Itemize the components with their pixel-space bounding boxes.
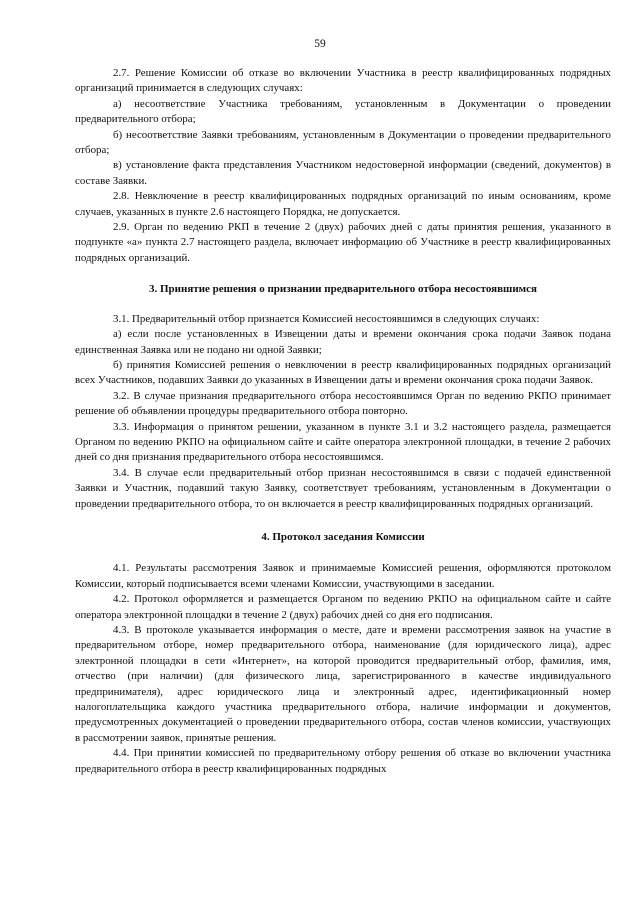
paragraph-2-9: 2.9. Орган по ведению РКП в течение 2 (двух) рабочих дней с даты принятия решения, указанного в подпункте «а» пункта 2.7 настоящего раздела, включает информацию об Участнике в реестр квалифицированных подрядных организаций. [75,221,611,264]
paragraph-2-7-b: б) несоответствие Заявки требованиям, установленным в Документации о проведении предварительного отбора; [75,128,611,157]
paragraph-4-4: 4.4. При принятии комиссией по предварительному отбору решения об отказе во включении участника предварительного отбора в реестр квалифицированных подрядных [75,747,611,775]
paragraph-4-2: 4.2. Протокол оформляется и размещается Органом по ведению РКПО на официальном сайте и сайте оператора электронной площадки в течение 2 (двух) рабочих дней со дня его подписания. [75,593,611,621]
paragraph-3-1-b: б) принятия Комиссией решения о невключении в реестр квалифицированных подрядных организаций всех Участников, подавших Заявки до указанных в Извещении даты и времени окончания срока подачи Заявок. [75,358,611,387]
paragraph-3-4: 3.4. В случае если предварительный отбор признан несостоявшимся в связи с подачей единственной Заявки и Участник, подавший такую Заявку, соответствует требованиям, установленным в Документации о проведении предварительного отбора, то он включается в реестр квалифицированных подрядных организаций. [75,466,611,510]
paragraph-3-1: 3.1. Предварительный отбор признается Комиссией несостоявшимся в следующих случаях: [113,312,540,325]
page-number: 59 [314,38,326,50]
paragraph-2-8: 2.8. Невключение в реестр квалифицированных подрядных организаций по иным основаниям, кроме случаев, указанных в пункте 2.6 настоящего Порядка, не допускается. [75,190,611,218]
paragraph-2-7-a: а) несоответствие Участника требованиям, установленным в Документации о проведении предварительного отбора; [75,97,611,126]
page-content [75,66,611,777]
paragraph-2-7-v: в) установление факта представления Участником недостоверной информации (сведений, документов) в составе Заявки. [75,159,611,187]
section-2-continuation [75,66,611,266]
section-4-heading: 4. Протокол заседания Комиссии [261,530,425,543]
section-3-heading: 3. Принятие решения о признании предварительного отбора несостоявшимся [148,283,537,296]
paragraph-4-1: 4.1. Результаты рассмотрения Заявок и принимаемые Комиссией решения, оформляются протоколом Комиссии, который подписывается всеми членами Комиссии, участвующими в заседании. [75,562,611,590]
paragraph-3-1-a: а) если после установленных в Извещении даты и времени окончания срока подачи Заявок подана единственная Заявка или не подано ни одной Заявки; [75,328,611,356]
paragraph-3-2: 3.2. В случае признания предварительного отбора несостоявшимся Орган по ведению РКПО принимает решение об объявлении процедуры предварительного отбора повторно. [75,389,611,418]
paragraph-2-7: 2.7. Решение Комиссии об отказе во включении Участника в реестр квалифицированных подрядных организаций принимается в следующих случаях: [75,67,611,95]
section-3 [75,312,611,512]
section-4 [75,561,611,777]
paragraph-4-3: 4.3. В протоколе указывается информация о месте, дате и времени рассмотрения заявок на участие в предварительном отборе, номер предварительного отбора, наименование (для юридического лица), адрес электронной площадки в сети «Интернет», на которой проводится предварительный отбор, фамилия, имя, отчество (при наличии) (для физического лица, зарегистрированного в качестве индивидуального предпринимателя), адрес юридического лица и электронный адрес, идентификационный номер налогоплательщика каждого участника предварительного отбора, наличие информации и документов, предусмотренных документацией о проведении предварительного отбора, состав членов комиссии, участвующих в рассмотрении заявок, принятые решения. [75,624,611,744]
paragraph-3-3: 3.3. Информация о принятом решении, указанном в пункте 3.1 и 3.2 настоящего раздела, размещается Органом по ведению РКПО на официальном сайте и сайте оператора электронной площадки, в течение 2 рабочих дней со дня признания предварительного отбора несостоявшимся. [75,420,611,464]
